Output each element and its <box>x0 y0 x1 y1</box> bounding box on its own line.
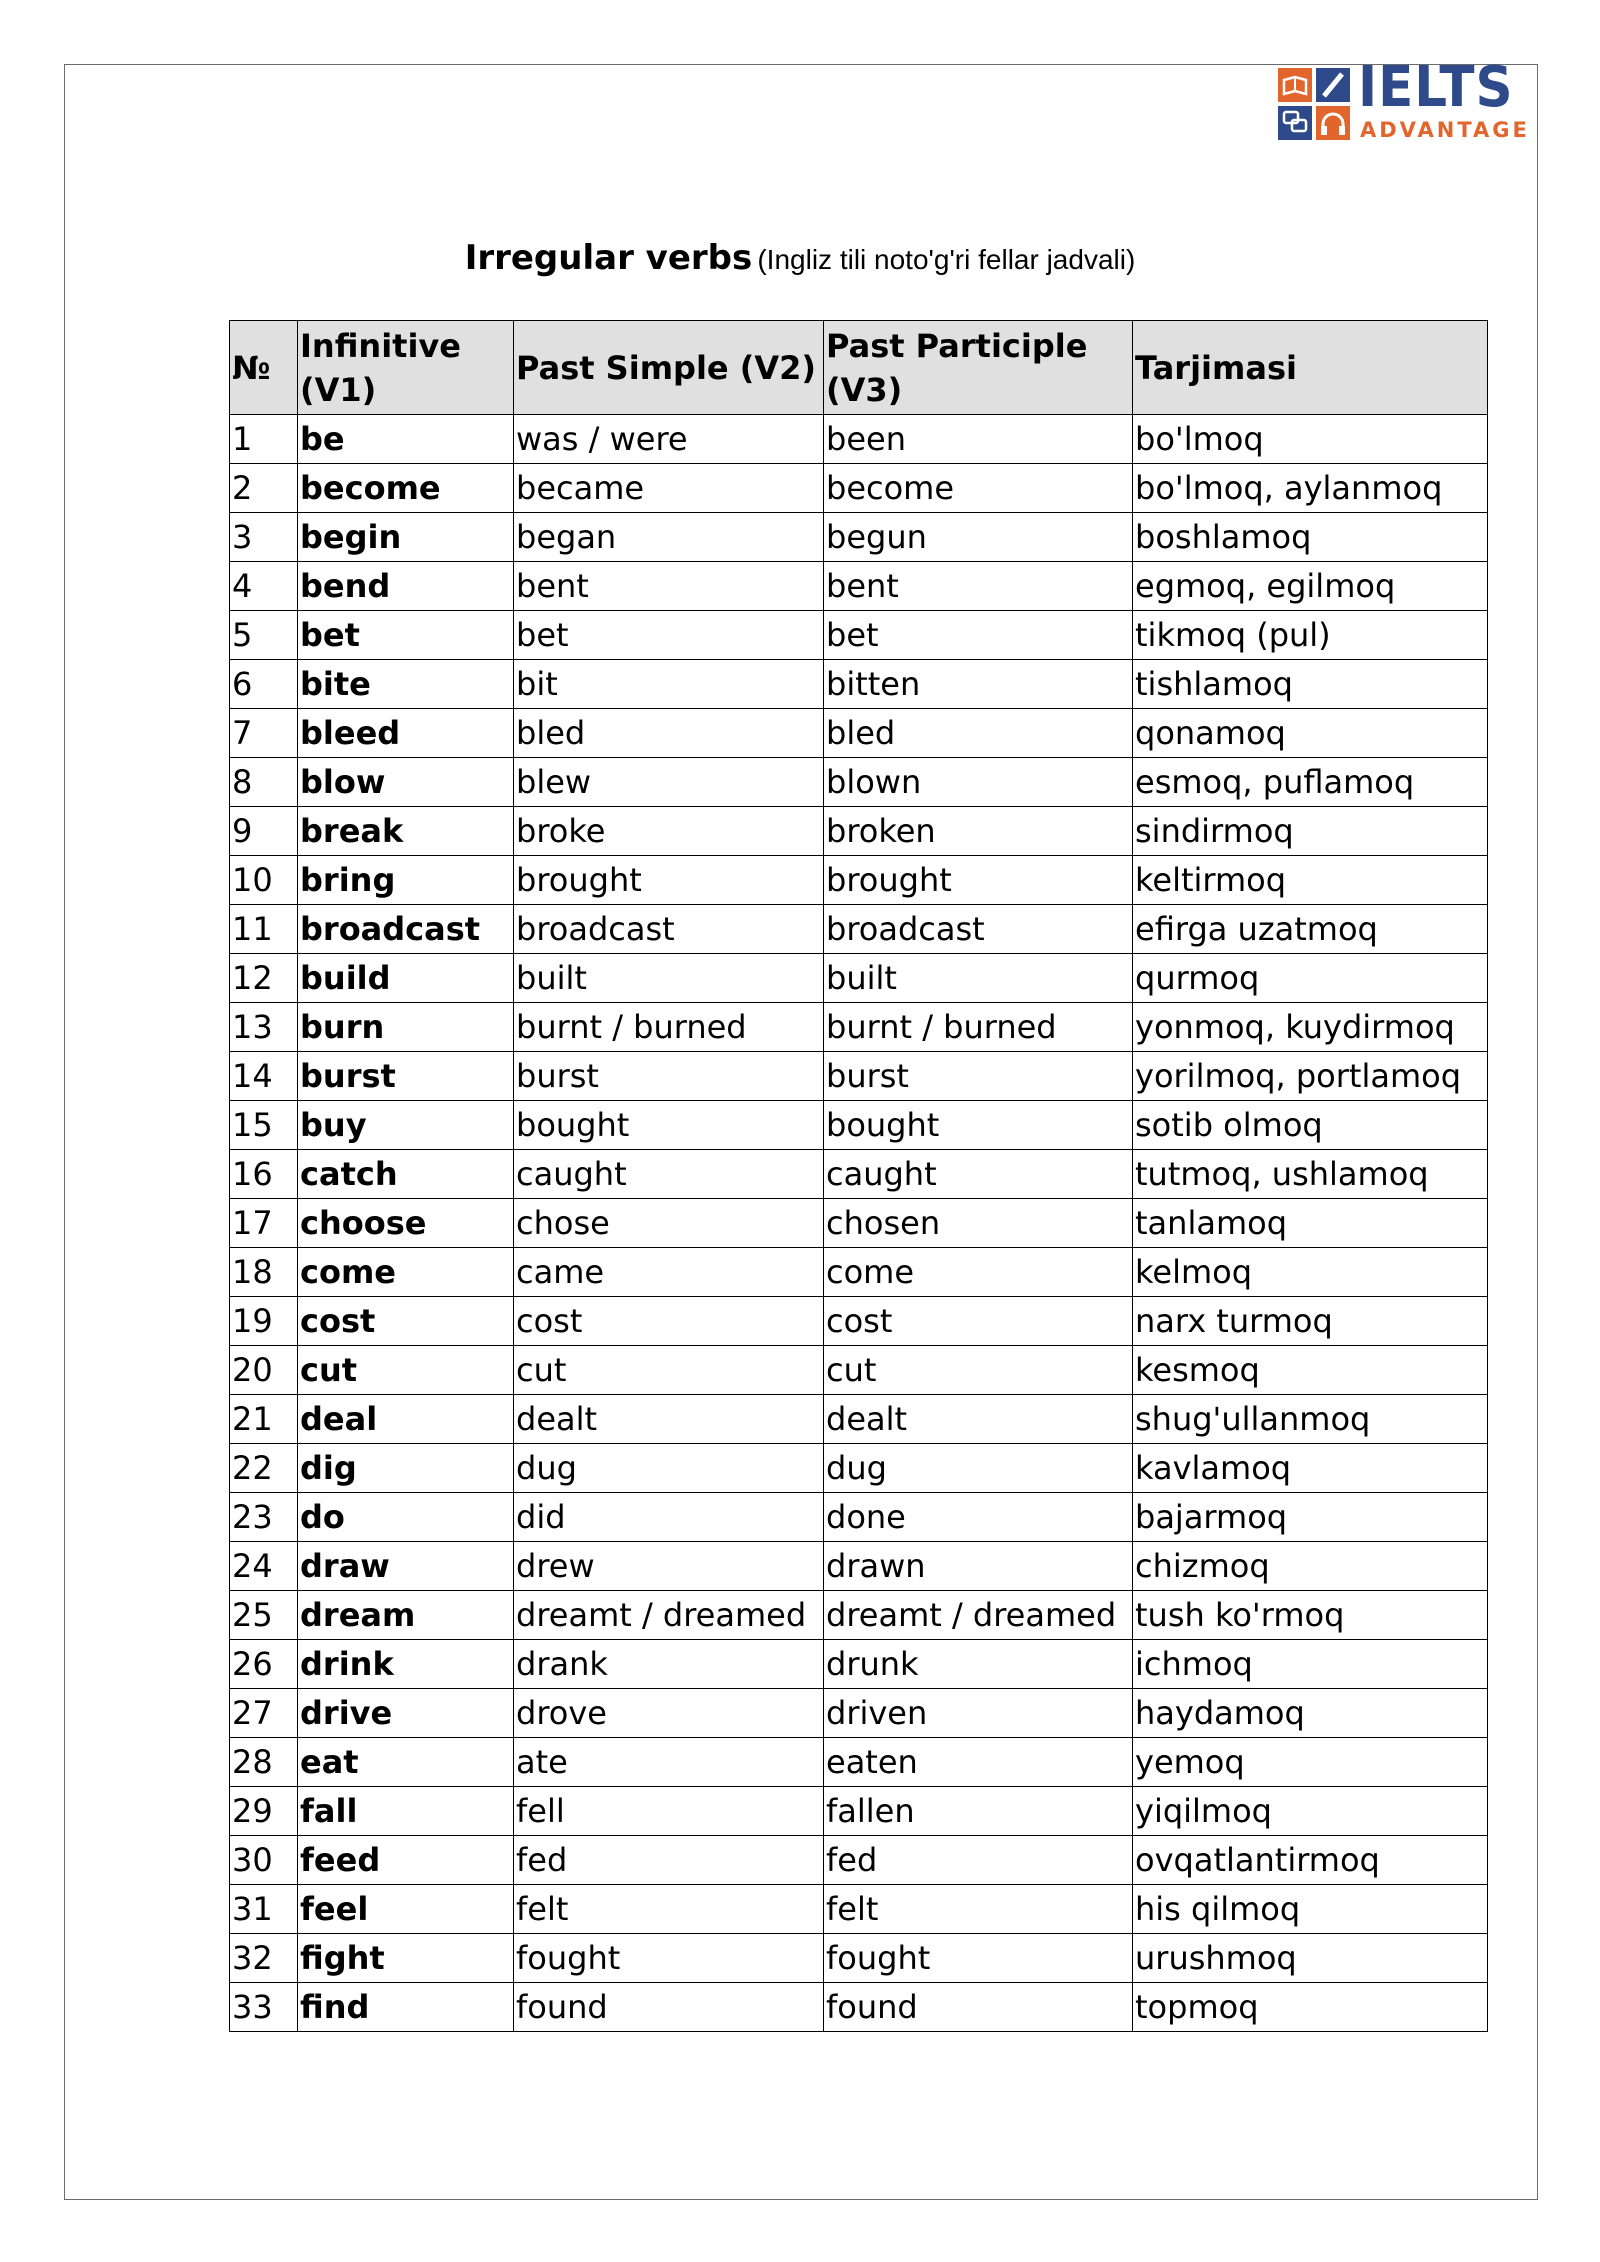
cell-infinitive: find <box>298 1983 514 2032</box>
cell-translation: esmoq, puflamoq <box>1133 758 1488 807</box>
cell-infinitive: broadcast <box>298 905 514 954</box>
cell-number: 12 <box>230 954 298 1003</box>
cell-infinitive: break <box>298 807 514 856</box>
cell-translation: tush ko'rmoq <box>1133 1591 1488 1640</box>
cell-past-participle: dealt <box>824 1395 1133 1444</box>
cell-past-participle: dreamt / dreamed <box>824 1591 1133 1640</box>
cell-past-simple: broke <box>514 807 824 856</box>
table-row <box>230 1052 1488 1101</box>
cell-past-participle: found <box>824 1983 1133 2032</box>
cell-past-simple: dreamt / dreamed <box>514 1591 824 1640</box>
cell-number: 29 <box>230 1787 298 1836</box>
cell-number: 3 <box>230 513 298 562</box>
table-row <box>230 1346 1488 1395</box>
cell-number: 23 <box>230 1493 298 1542</box>
table-row <box>230 1787 1488 1836</box>
cell-number: 15 <box>230 1101 298 1150</box>
table-row <box>230 1150 1488 1199</box>
cell-number: 24 <box>230 1542 298 1591</box>
cell-past-participle: built <box>824 954 1133 1003</box>
table-row <box>230 611 1488 660</box>
cell-number: 19 <box>230 1297 298 1346</box>
table-row <box>230 709 1488 758</box>
cell-infinitive: draw <box>298 1542 514 1591</box>
cell-infinitive: blow <box>298 758 514 807</box>
cell-past-simple: caught <box>514 1150 824 1199</box>
cell-number: 10 <box>230 856 298 905</box>
title-main: Irregular verbs <box>464 238 753 278</box>
cell-number: 5 <box>230 611 298 660</box>
cell-past-simple: drove <box>514 1689 824 1738</box>
cell-translation: haydamoq <box>1133 1689 1488 1738</box>
cell-infinitive: bite <box>298 660 514 709</box>
cell-infinitive: cost <box>298 1297 514 1346</box>
cell-translation: bo'lmoq <box>1133 415 1488 464</box>
header-past-participle: Past Participle (V3) <box>824 321 1133 415</box>
title-subtitle: (Ingliz tili noto'g'ri fellar jadvali) <box>757 244 1136 275</box>
cell-past-simple: drank <box>514 1640 824 1689</box>
table-row <box>230 1934 1488 1983</box>
cell-translation: yorilmoq, portlamoq <box>1133 1052 1488 1101</box>
table-row <box>230 1493 1488 1542</box>
cell-past-participle: cut <box>824 1346 1133 1395</box>
cell-translation: efirga uzatmoq <box>1133 905 1488 954</box>
table-row <box>230 1542 1488 1591</box>
cell-past-simple: bet <box>514 611 824 660</box>
table-row <box>230 464 1488 513</box>
table-row <box>230 660 1488 709</box>
cell-number: 16 <box>230 1150 298 1199</box>
cell-number: 8 <box>230 758 298 807</box>
table-row <box>230 758 1488 807</box>
cell-translation: qurmoq <box>1133 954 1488 1003</box>
table-row <box>230 562 1488 611</box>
cell-past-participle: become <box>824 464 1133 513</box>
cell-past-simple: bled <box>514 709 824 758</box>
logo-mark-icon <box>1278 66 1352 142</box>
cell-past-participle: been <box>824 415 1133 464</box>
cell-translation: yemoq <box>1133 1738 1488 1787</box>
cell-infinitive: do <box>298 1493 514 1542</box>
cell-number: 26 <box>230 1640 298 1689</box>
cell-number: 4 <box>230 562 298 611</box>
cell-translation: egmoq, egilmoq <box>1133 562 1488 611</box>
cell-past-simple: burnt / burned <box>514 1003 824 1052</box>
cell-translation: boshlamoq <box>1133 513 1488 562</box>
cell-number: 11 <box>230 905 298 954</box>
cell-past-simple: dug <box>514 1444 824 1493</box>
cell-past-simple: drew <box>514 1542 824 1591</box>
cell-past-participle: begun <box>824 513 1133 562</box>
cell-past-simple: brought <box>514 856 824 905</box>
cell-translation: sotib olmoq <box>1133 1101 1488 1150</box>
cell-translation: tutmoq, ushlamoq <box>1133 1150 1488 1199</box>
cell-past-simple: blew <box>514 758 824 807</box>
cell-translation: topmoq <box>1133 1983 1488 2032</box>
cell-number: 1 <box>230 415 298 464</box>
cell-past-simple: was / were <box>514 415 824 464</box>
table-row <box>230 415 1488 464</box>
cell-number: 31 <box>230 1885 298 1934</box>
cell-number: 22 <box>230 1444 298 1493</box>
header-translation: Tarjimasi <box>1133 321 1488 415</box>
cell-past-simple: bought <box>514 1101 824 1150</box>
cell-translation: kesmoq <box>1133 1346 1488 1395</box>
cell-infinitive: bleed <box>298 709 514 758</box>
table-row <box>230 1689 1488 1738</box>
cell-translation: yiqilmoq <box>1133 1787 1488 1836</box>
table-row <box>230 1738 1488 1787</box>
cell-past-participle: burst <box>824 1052 1133 1101</box>
cell-number: 6 <box>230 660 298 709</box>
cell-translation: tanlamoq <box>1133 1199 1488 1248</box>
cell-translation: tikmoq (pul) <box>1133 611 1488 660</box>
cell-past-participle: broken <box>824 807 1133 856</box>
cell-number: 18 <box>230 1248 298 1297</box>
cell-translation: yonmoq, kuydirmoq <box>1133 1003 1488 1052</box>
cell-past-participle: felt <box>824 1885 1133 1934</box>
cell-past-simple: did <box>514 1493 824 1542</box>
ielts-advantage-logo <box>1278 55 1532 144</box>
cell-past-participle: fallen <box>824 1787 1133 1836</box>
cell-past-simple: began <box>514 513 824 562</box>
cell-past-simple: chose <box>514 1199 824 1248</box>
cell-translation: tishlamoq <box>1133 660 1488 709</box>
irregular-verbs-table <box>229 320 1488 2032</box>
cell-past-participle: bled <box>824 709 1133 758</box>
cell-number: 7 <box>230 709 298 758</box>
cell-infinitive: be <box>298 415 514 464</box>
cell-translation: narx turmoq <box>1133 1297 1488 1346</box>
cell-infinitive: come <box>298 1248 514 1297</box>
table-row <box>230 1395 1488 1444</box>
header-number: № <box>230 321 298 415</box>
cell-past-simple: bit <box>514 660 824 709</box>
cell-infinitive: bet <box>298 611 514 660</box>
cell-translation: urushmoq <box>1133 1934 1488 1983</box>
header-infinitive: Infinitive (V1) <box>298 321 514 415</box>
cell-past-participle: done <box>824 1493 1133 1542</box>
header-past-simple: Past Simple (V2) <box>514 321 824 415</box>
cell-infinitive: fall <box>298 1787 514 1836</box>
cell-past-participle: fought <box>824 1934 1133 1983</box>
cell-translation: qonamoq <box>1133 709 1488 758</box>
cell-translation: kavlamoq <box>1133 1444 1488 1493</box>
cell-past-simple: fought <box>514 1934 824 1983</box>
table-header-row <box>230 321 1488 415</box>
cell-infinitive: burn <box>298 1003 514 1052</box>
table-body <box>230 415 1488 2032</box>
cell-infinitive: dream <box>298 1591 514 1640</box>
cell-infinitive: bend <box>298 562 514 611</box>
cell-past-simple: felt <box>514 1885 824 1934</box>
table-row <box>230 1297 1488 1346</box>
cell-infinitive: buy <box>298 1101 514 1150</box>
cell-number: 9 <box>230 807 298 856</box>
cell-number: 33 <box>230 1983 298 2032</box>
cell-past-participle: caught <box>824 1150 1133 1199</box>
table-row <box>230 1444 1488 1493</box>
cell-past-participle: eaten <box>824 1738 1133 1787</box>
cell-infinitive: fight <box>298 1934 514 1983</box>
cell-past-participle: drawn <box>824 1542 1133 1591</box>
cell-infinitive: burst <box>298 1052 514 1101</box>
cell-number: 30 <box>230 1836 298 1885</box>
cell-infinitive: dig <box>298 1444 514 1493</box>
cell-past-participle: bought <box>824 1101 1133 1150</box>
table-row <box>230 1248 1488 1297</box>
cell-translation: keltirmoq <box>1133 856 1488 905</box>
table-row <box>230 1101 1488 1150</box>
cell-infinitive: eat <box>298 1738 514 1787</box>
table-row <box>230 1983 1488 2032</box>
cell-past-participle: bent <box>824 562 1133 611</box>
cell-number: 14 <box>230 1052 298 1101</box>
cell-infinitive: cut <box>298 1346 514 1395</box>
cell-infinitive: feed <box>298 1836 514 1885</box>
cell-translation: ovqatlantirmoq <box>1133 1836 1488 1885</box>
cell-past-participle: chosen <box>824 1199 1133 1248</box>
cell-past-simple: fed <box>514 1836 824 1885</box>
table-row <box>230 1885 1488 1934</box>
logo-subtitle: ADVANTAGE <box>1360 118 1530 142</box>
cell-infinitive: feel <box>298 1885 514 1934</box>
cell-translation: bo'lmoq, aylanmoq <box>1133 464 1488 513</box>
cell-past-simple: came <box>514 1248 824 1297</box>
table-row <box>230 1003 1488 1052</box>
cell-infinitive: begin <box>298 513 514 562</box>
table-row <box>230 856 1488 905</box>
cell-translation: kelmoq <box>1133 1248 1488 1297</box>
table-row <box>230 954 1488 1003</box>
cell-number: 27 <box>230 1689 298 1738</box>
table-row <box>230 1591 1488 1640</box>
cell-number: 25 <box>230 1591 298 1640</box>
cell-past-participle: broadcast <box>824 905 1133 954</box>
cell-infinitive: drive <box>298 1689 514 1738</box>
cell-past-simple: cut <box>514 1346 824 1395</box>
cell-translation: his qilmoq <box>1133 1885 1488 1934</box>
cell-past-simple: dealt <box>514 1395 824 1444</box>
cell-past-simple: built <box>514 954 824 1003</box>
cell-past-simple: burst <box>514 1052 824 1101</box>
cell-past-simple: bent <box>514 562 824 611</box>
cell-past-participle: bet <box>824 611 1133 660</box>
cell-past-simple: fell <box>514 1787 824 1836</box>
cell-past-simple: became <box>514 464 824 513</box>
table-row <box>230 1199 1488 1248</box>
logo-word: IELTS <box>1358 55 1514 120</box>
cell-infinitive: build <box>298 954 514 1003</box>
cell-translation: bajarmoq <box>1133 1493 1488 1542</box>
cell-past-participle: bitten <box>824 660 1133 709</box>
table-row <box>230 1640 1488 1689</box>
cell-number: 2 <box>230 464 298 513</box>
cell-past-simple: broadcast <box>514 905 824 954</box>
cell-infinitive: bring <box>298 856 514 905</box>
cell-number: 32 <box>230 1934 298 1983</box>
table-row <box>230 905 1488 954</box>
cell-infinitive: become <box>298 464 514 513</box>
cell-translation: sindirmoq <box>1133 807 1488 856</box>
cell-past-participle: burnt / burned <box>824 1003 1133 1052</box>
cell-past-participle: come <box>824 1248 1133 1297</box>
cell-number: 13 <box>230 1003 298 1052</box>
cell-past-participle: drunk <box>824 1640 1133 1689</box>
cell-infinitive: deal <box>298 1395 514 1444</box>
table-row <box>230 1836 1488 1885</box>
cell-translation: ichmoq <box>1133 1640 1488 1689</box>
cell-infinitive: choose <box>298 1199 514 1248</box>
cell-past-participle: blown <box>824 758 1133 807</box>
cell-number: 17 <box>230 1199 298 1248</box>
cell-infinitive: catch <box>298 1150 514 1199</box>
cell-past-simple: cost <box>514 1297 824 1346</box>
cell-past-simple: found <box>514 1983 824 2032</box>
cell-past-participle: dug <box>824 1444 1133 1493</box>
cell-past-participle: driven <box>824 1689 1133 1738</box>
table-row <box>230 807 1488 856</box>
cell-past-simple: ate <box>514 1738 824 1787</box>
document-title <box>0 236 1600 286</box>
cell-number: 20 <box>230 1346 298 1395</box>
cell-past-participle: cost <box>824 1297 1133 1346</box>
table-row <box>230 513 1488 562</box>
cell-infinitive: drink <box>298 1640 514 1689</box>
cell-past-participle: fed <box>824 1836 1133 1885</box>
cell-number: 28 <box>230 1738 298 1787</box>
cell-number: 21 <box>230 1395 298 1444</box>
cell-past-participle: brought <box>824 856 1133 905</box>
cell-translation: shug'ullanmoq <box>1133 1395 1488 1444</box>
cell-translation: chizmoq <box>1133 1542 1488 1591</box>
